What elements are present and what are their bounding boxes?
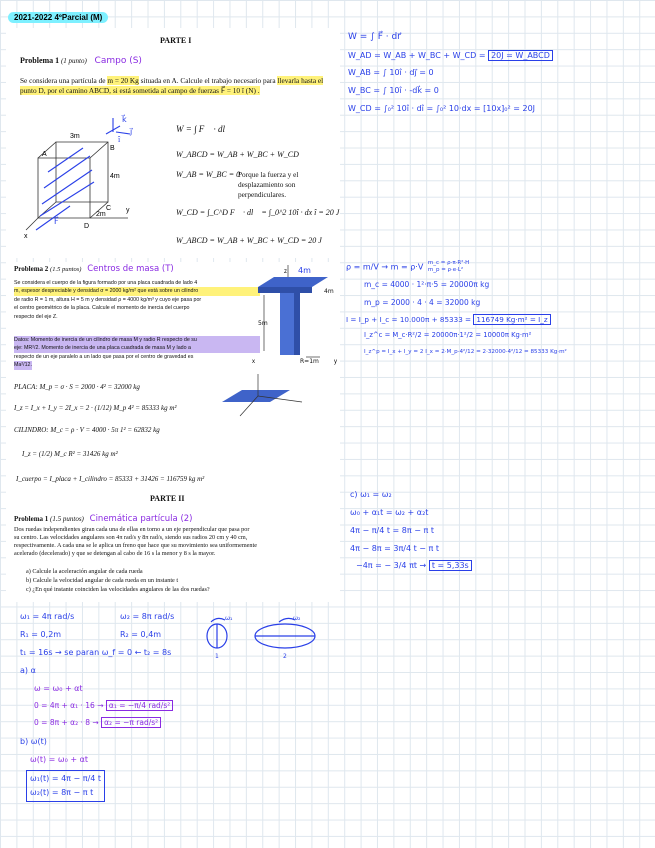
p1-label-D: D	[84, 223, 90, 230]
p1-axis-y: y	[126, 207, 130, 214]
p1-axis-x: x	[24, 233, 28, 240]
p1-dim-4m: 4m	[110, 173, 120, 180]
p2-cil: CILINDRO: M_c = ρ · V = 4000 · 5π 1² = 62832 kg	[14, 426, 160, 434]
p2-plate-figure	[210, 372, 310, 422]
p2-axis-z: z	[284, 269, 287, 275]
p1-tag: Campo (S)	[94, 56, 142, 66]
p2-total: I_cuerpo = I_placa + I_cilindro = 85333 + 31426 = 116759 kg m²	[16, 475, 205, 483]
r2-mc: m_c = 4000 · 1²·π·5 = 20000π kg	[364, 280, 490, 289]
b-b-results	[26, 770, 105, 802]
p1-box-figure	[18, 112, 168, 240]
p1-eq1: W_ABCD = W_AB + W_BC + W_CD	[176, 150, 299, 159]
p1-label-A: A	[42, 151, 47, 158]
p1-vec-j: j⃗	[130, 127, 133, 136]
p2-statement	[14, 279, 260, 321]
r2-itotal-result: 116749 Kg·m² = I_z	[473, 314, 550, 325]
r2-icyl: I_z^c = M_c·R²/2 = 20000π·1²/2 = 10000π Kg·m²	[364, 331, 532, 339]
p2-axis-x: x	[252, 359, 255, 365]
p1-dim-3m: 3m	[70, 133, 80, 140]
part2-label: Problema 1	[14, 515, 49, 523]
p2-heading	[14, 264, 174, 274]
b-wheel1-label: ω₁	[225, 615, 233, 622]
p1-work-def: W = ∫ F⃗ · dl⃗	[176, 124, 233, 134]
p2-text-line: Se considera el cuerpo de la figura formado por una placa cuadrada de lado 4	[14, 280, 198, 286]
p1-text2: situada en A. Calcule el trabajo necesario para	[138, 76, 276, 85]
part2-item: b) Calcule la velocidad angular de cada rueda en un instante t	[26, 577, 179, 585]
b-w1: ω₁ = 4π rad/s	[20, 612, 75, 621]
p2-data-line: Datos: Momento de inercia de un cilindro de masa M y radio R respecto de su	[14, 336, 260, 344]
p2-text-line: el centro geométrico de la placa. Calcule el momento de inercia del cuerpo	[14, 305, 190, 312]
p1-dim-2m: 2m	[96, 211, 106, 218]
p1-label: Problema 1	[20, 56, 60, 65]
part1-title: PARTE I	[160, 36, 192, 45]
p1-vec-i: î	[118, 135, 121, 144]
p2-axis-y: y	[334, 359, 337, 365]
part2-text-line: su centro. Las velocidades angulares son 4π rad/s y 8π rad/s, siendo sus radios 20 cm y 40 cm,	[14, 534, 248, 541]
p1-eq3: W_CD = ∫_C^D F⃗ · dl⃗ = ∫_0^2 10î · dx î = 20 J	[176, 208, 340, 217]
r3-eq4-text: −4π = − 3/4 πt →	[356, 561, 427, 570]
b-r2: R₂ = 0,4m	[120, 630, 162, 639]
page-header	[8, 13, 108, 22]
r3-eq4	[356, 561, 472, 570]
part2-text-line: acelerado (decelerado) y que se detengan al cabo de 16 s la menor y 8 s la mayor.	[14, 550, 216, 557]
b-wheel2-num: 2	[283, 653, 287, 660]
part2-text-line: respectivamente. A cada una se le aplica un freno que hace que su movimiento sea uniformemente	[14, 542, 257, 549]
b-b-eq: ω(t) = ω₀ + αt	[30, 755, 88, 764]
part2-text-line: Dos ruedas independientes giran cada una de ellas en torno a un eje perpendicular que pasa por	[14, 526, 250, 533]
part2-heading	[14, 514, 193, 524]
part2-items	[26, 567, 210, 595]
p1-statement	[20, 76, 336, 96]
b-a-alpha1-result: α₁ = −π/4 rad/s²	[106, 700, 173, 711]
p1-vec-k: k⃗	[122, 115, 127, 124]
r2-mc-formula: m_c = ρ·π·R²·H	[427, 260, 470, 266]
b-a-alpha2-text: 0 = 8π + α₂ · 8 →	[34, 718, 99, 727]
b-wheel2-label: ω₂	[293, 615, 301, 622]
p2-iy: I_z = (1/2) M_c R² = 31426 kg m²	[22, 450, 118, 458]
p2-points: (1.5 puntos)	[50, 266, 82, 273]
r2-iplate: I_z^p = I_x + I_y = 2 I_x = 2·M_p·4²/12 = 2·32000·4²/12 = 85333 Kg·m²	[364, 349, 567, 355]
b-wheels-sketch	[195, 612, 335, 660]
r1-work-sum	[348, 51, 553, 60]
r3-eq3: 4π − 8π = 3π/4 t − π t	[350, 544, 440, 553]
p1-label-C: C	[106, 205, 112, 212]
p1-eq2: W_AB = W_BC = 0	[176, 170, 241, 179]
part2-item: c) ¿En qué instante coinciden las velocidades angulares de las dos ruedas?	[26, 586, 210, 594]
b-a-alpha1-text: 0 = 4π + α₁ · 16 →	[34, 701, 104, 710]
p2-data-line: respecto de un eje paralelo a un lado que pasa por el centro de gravedad es	[14, 353, 194, 360]
r2-itotal-text: I = I_p + I_c = 10.000π + 85333 =	[346, 315, 474, 324]
b-part-b: b) ω(t)	[20, 737, 47, 746]
b-r1: R₁ = 0,2m	[20, 630, 62, 639]
r1-work-sum-text: W_AD = W_AB + W_BC + W_CD =	[348, 51, 489, 60]
p1-vec-F: F⃗	[54, 217, 59, 226]
b-part-a: a) α	[20, 666, 36, 675]
part2-statement	[14, 526, 338, 558]
r2-itotal	[346, 315, 551, 324]
b-a-alpha2	[34, 718, 161, 727]
p2-text-line: respecto del eje Z.	[14, 313, 58, 320]
r3-result: t = 5,33s	[429, 560, 472, 571]
p2-dim-r: R=1m	[300, 358, 319, 365]
p2-dim-side: 4m	[324, 288, 334, 295]
r1-wab: W_AB = ∫ 10î · dj⃗ = 0	[348, 68, 434, 77]
p2-tag: Centros de masa (T)	[87, 264, 174, 274]
header-label: 2021-2022 4ºParcial (M)	[8, 12, 108, 23]
r3-c-condition: c) ω₁ = ω₂	[350, 490, 392, 499]
r3-eq1: ω₀ + α₁t = ω₂ + α₂t	[350, 508, 429, 517]
r1-wbc: W_BC = ∫ 10î · -dk⃗ = 0	[348, 86, 439, 95]
b-a-eq: ω = ω₀ + αt	[34, 684, 83, 693]
p2-data	[14, 336, 260, 370]
r2-mp-formula: m_p = ρ·e·L²	[427, 267, 464, 273]
r3-eq2: 4π − π/4 t = 8π − π t	[350, 526, 434, 535]
p1-heading	[20, 56, 142, 66]
p2-iz: I_z = I_x + I_y = 2I_x = 2 · (1/12) M_p 4² = 85333 kg m²	[14, 404, 177, 412]
p2-data-line: eje: MR²/2. Momento de inercia de una placa cuadrada de masa M y lado a	[14, 344, 260, 352]
part2-tag: Cinemática partícula (2)	[89, 514, 193, 524]
p1-text1: Se considera una partícula de	[20, 76, 108, 85]
r1-work-def: W = ∫ F⃗ · dr⃗	[348, 32, 401, 42]
p2-dim-top: 4m	[298, 266, 311, 275]
b-w2: ω₂ = 8π rad/s	[120, 612, 175, 621]
b-times: t₁ = 16s → se paran ω_f = 0 ← t₂ = 8s	[20, 648, 172, 657]
r2-density-eq: ρ = m/V → m = ρ·V	[346, 262, 424, 272]
r2-density	[346, 260, 469, 274]
p2-text-line: m, espesor despreciable y densidad σ = 2000 kg/m² que está sobre un cilindro	[14, 287, 260, 295]
p2-data-line: Ma²/12.	[14, 362, 32, 369]
p1-eq2-note: Porque la fuerza y el desplazamiento son perpendiculares.	[238, 170, 299, 199]
p1-points: (1 punto)	[60, 57, 87, 65]
p1-text3: llevarla hasta el punto D, por el camino ABCD, si está sometida al campo de fuerzas	[20, 76, 324, 95]
r1-wcd: W_CD = ∫₀² 10î · dî = ∫₀² 10·dx = [10x]₀² = 20J	[348, 104, 536, 113]
p2-dim-h: 5m	[258, 320, 268, 327]
p2-placa: PLACA: M_p = σ · S = 2000 · 4² = 32000 kg	[14, 383, 140, 391]
p1-eq4: W_ABCD = W_AB + W_BC + W_CD = 20 J	[176, 236, 322, 245]
b-a-alpha1	[34, 701, 173, 710]
b-wheel1-num: 1	[215, 653, 219, 660]
p1-mass: m = 20 Kg	[107, 76, 139, 85]
b-omega1: ω₁(t) = 4π − π/4 t	[30, 774, 102, 783]
r2-mp: m_p = 2000 · 4 · 4 = 32000 kg	[364, 298, 481, 307]
b-a-alpha2-result: α₂ = −π rad/s²	[101, 717, 161, 728]
b-omega2: ω₂(t) = 8π − π t	[30, 788, 94, 797]
part2-title: PARTE II	[150, 494, 185, 503]
part2-points: (1.5 puntos)	[50, 515, 84, 523]
p2-label: Problema 2	[14, 265, 49, 273]
p2-t-figure	[250, 265, 342, 365]
p1-field: F⃗ = 10 î (N) .	[220, 86, 260, 95]
r1-work-sum-result: 20J = W_ABCD	[488, 50, 553, 61]
part2-item: a) Calcule la aceleración angular de cada rueda	[26, 568, 143, 575]
p1-label-B: B	[110, 145, 115, 152]
p2-text-line: de radio R = 1 m, altura H = 5 m y densidad ρ = 4000 kg/m³ y cuyo eje pasa por	[14, 296, 202, 303]
